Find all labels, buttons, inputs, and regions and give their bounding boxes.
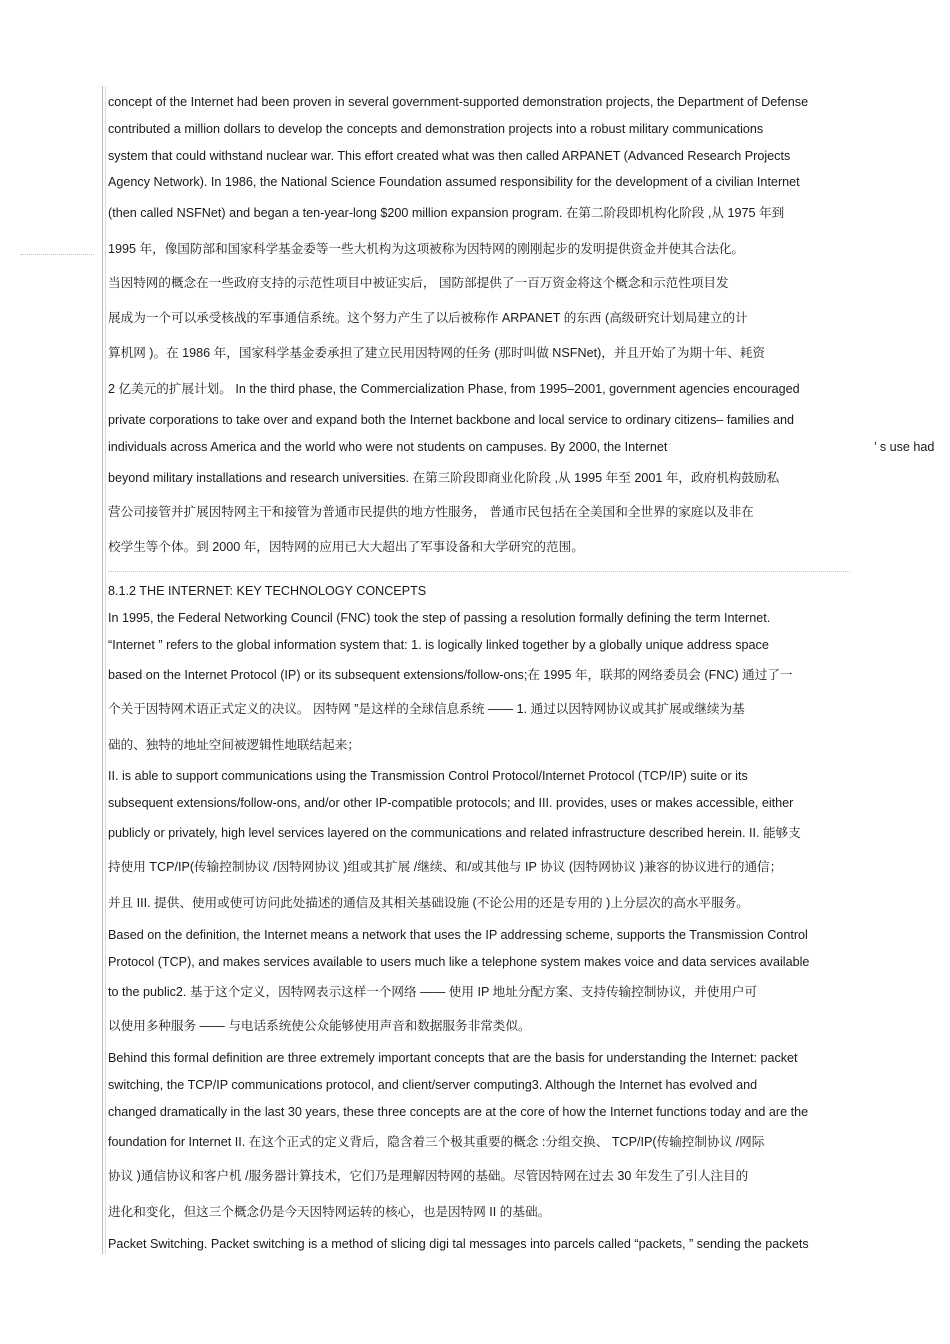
text-line: 以使用多种服务 —— 与电话系统使公众能够使用声音和数据服务非常类似。 xyxy=(108,1019,531,1033)
text-line: individuals across America and the world who were not students on campuses. By 2000, the Internet xyxy=(108,440,668,454)
text-line: II. is able to support communications using the Transmission Control Protocol/Internet Protocol (TCP/IP) suite or its xyxy=(108,769,748,783)
text-line: 展成为一个可以承受核战的军事通信系统。这个努力产生了以后被称作 ARPANET 的东西 (高级研究计划局建立的计 xyxy=(108,311,748,325)
text-line: 进化和变化，但这三个概念仍是今天因特网运转的核心，也是因特网 II 的基础。 xyxy=(108,1205,551,1219)
text-line: (then called NSFNet) and began a ten-year-long $200 million expansion program. 在第二阶段即机构化阶段 ,从 1975 年到 xyxy=(108,206,785,220)
text-line: 当因特网的概念在一些政府支持的示范性项目中被证实后， 国防部提供了一百万资金将这个概念和示范性项目发 xyxy=(108,276,729,290)
text-line: Agency Network). In 1986, the National Science Foundation assumed responsibility for the development of a civilian Internet xyxy=(108,175,800,189)
text-line: Protocol (TCP), and makes services available to users much like a telephone system makes voice and data services available xyxy=(108,955,810,969)
text-line: to the public2. 基于这个定义，因特网表示这样一个网络 —— 使用 IP 地址分配方案、支持传输控制协议，并使用户可 xyxy=(108,985,758,999)
text-line: 协议 )通信协议和客户机 /服务器计算技术，它们乃是理解因特网的基础。尽管因特网在过去 30 年发生了引人注目的 xyxy=(108,1169,749,1183)
text-line: Based on the definition, the Internet means a network that uses the IP addressing scheme, supports the Transmission Control xyxy=(108,928,808,942)
text-line: 2 亿美元的扩展计划。 In the third phase, the Commercialization Phase, from 1995–2001, government agencies encouraged xyxy=(108,382,800,396)
text-line: publicly or privately, high level services layered on the communications and related infrastructure described herein. II. 能够支 xyxy=(108,826,801,840)
text-line: subsequent extensions/follow-ons, and/or other IP-compatible protocols; and III. provides, uses or makes accessible, either xyxy=(108,796,794,810)
text-line: 8.1.2 THE INTERNET: KEY TECHNOLOGY CONCEPTS xyxy=(108,584,427,598)
text-line: concept of the Internet had been proven in several government-supported demonstration projects, the Department of Defense xyxy=(108,95,809,109)
text-line: changed dramatically in the last 30 years, these three concepts are at the core of how the Internet functions today and are the xyxy=(108,1105,809,1119)
text-line: based on the Internet Protocol (IP) or its subsequent extensions/follow-ons;在 1995 年，联邦的网络委员会 (FNC) 通过了一 xyxy=(108,668,793,682)
text-line: 础的、独特的地址空间被逻辑性地联结起来； xyxy=(108,738,360,752)
text-line: 营公司接管并扩展因特网主干和接管为普通市民提供的地方性服务， 普通市民包括在全美国和全世界的家庭以及非在 xyxy=(108,505,754,519)
text-line: 校学生等个体。到 2000 年，因特网的应用已大大超出了军事设备和大学研究的范围。 xyxy=(108,540,584,554)
text-line: 算机网 )。在 1986 年，国家科学基金委承担了建立民用因特网的任务 (那时叫做 NSFNet)，并且开始了为期十年、耗资 xyxy=(108,346,766,360)
text-line: private corporations to take over and expand both the Internet backbone and local service to ordinary citizens– families and xyxy=(108,413,795,427)
text-line: In 1995, the Federal Networking Council (FNC) took the step of passing a resolution formally defining the term Internet. xyxy=(108,611,771,625)
section-separator-top xyxy=(108,571,850,572)
text-line: contributed a million dollars to develop the concepts and demonstration projects into a robust military communications xyxy=(108,122,764,136)
text-line: system that could withstand nuclear war. This effort created what was then called ARPANET (Advanced Research Projects xyxy=(108,149,791,163)
text-line: 1995 年，像国防部和国家科学基金委等一些大机构为这项被称为因特网的刚刚起步的发明提供资金并使其合法化。 xyxy=(108,242,745,256)
text-line: Behind this formal definition are three extremely important concepts that are the basis for understanding the Internet: packet xyxy=(108,1051,798,1065)
text-line: 持使用 TCP/IP(传输控制协议 /因特网协议 )组或其扩展 /继续、和/或其他与 IP 协议 (因特网协议 )兼容的协议进行的通信； xyxy=(108,860,783,874)
text-line: “Internet ” refers to the global information system that: 1. is logically linked together by a globally unique address space xyxy=(108,638,769,652)
text-line: 个关于因特网术语正式定义的决议。 因特网 ”是这样的全球信息系统 —— 1. 通过以因特网协议或其扩展或继续为基 xyxy=(108,702,745,716)
text-line: beyond military installations and research universities. 在第三阶段即商业化阶段 ,从 1995 年至 2001 年，政府机构鼓励私 xyxy=(108,471,780,485)
left-margin-rule xyxy=(102,86,103,1254)
side-dotted-mark xyxy=(20,254,94,256)
text-line: 并且 III. 提供、使用或使可访问此处描述的通信及其相关基础设施 (不论公用的还是专用的 )上分层次的高水平服务。 xyxy=(108,896,749,910)
text-line: switching, the TCP/IP communications protocol, and client/server computing3. Although the Internet has evolved and xyxy=(108,1078,758,1092)
trailing-text-possessive: ’ s use had xyxy=(874,440,935,454)
text-line: Packet Switching. Packet switching is a method of slicing digi tal messages into parcels called “packets, ” sending the packets xyxy=(108,1237,809,1251)
left-margin-rule-inner xyxy=(105,86,106,1254)
text-line: foundation for Internet II. 在这个正式的定义背后，隐含着三个极其重要的概念 :分组交换、 TCP/IP(传输控制协议 /网际 xyxy=(108,1135,765,1149)
